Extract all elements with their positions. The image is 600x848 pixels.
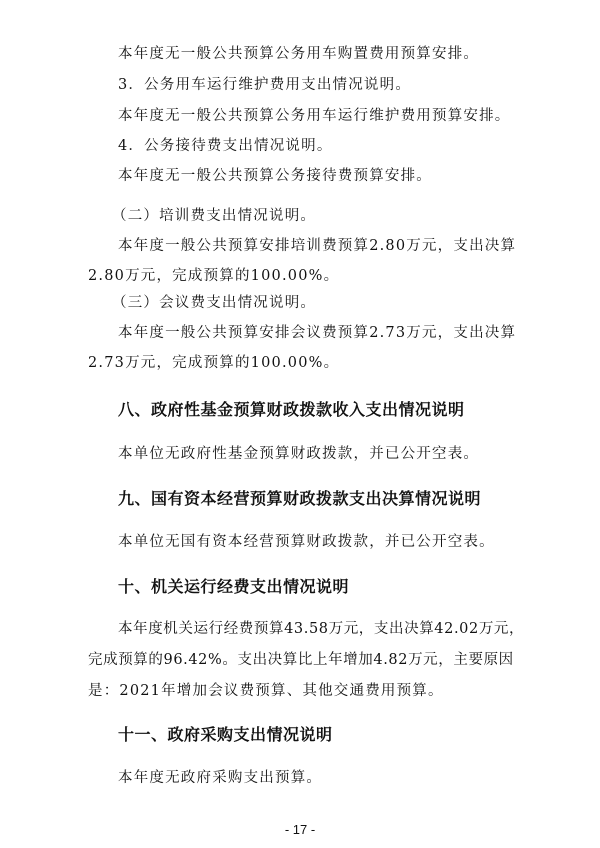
paragraph-line: 完成预算的96.42%。支出决算比上年增加4.82万元，主要原因 [88, 652, 514, 668]
paragraph-line: 本年度一般公共预算安排培训费预算2.80万元，支出决算 [118, 238, 517, 254]
paragraph-line: 本年度无政府采购支出预算。 [118, 770, 323, 786]
subsection-heading: （三）会议费支出情况说明。 [112, 295, 317, 311]
section-heading: 十、机关运行经费支出情况说明 [118, 577, 350, 596]
paragraph-line: 本年度无一般公共预算公务用车购置费用预算安排。 [118, 46, 480, 62]
paragraph-line: 本年度无一般公共预算公务接待费预算安排。 [118, 168, 432, 184]
subsection-heading: 4．公务接待费支出情况说明。 [118, 138, 333, 154]
section-heading: 九、国有资本经营预算财政拨款支出决算情况说明 [118, 489, 482, 508]
paragraph-line: 本单位无政府性基金预算财政拨款，并已公开空表。 [118, 446, 480, 462]
paragraph-line: 本年度一般公共预算安排会议费预算2.73万元，支出决算 [118, 325, 517, 341]
subsection-heading: （二）培训费支出情况说明。 [112, 208, 317, 224]
paragraph-line: 是：2021年增加会议费预算、其他交通费用预算。 [88, 683, 444, 699]
section-heading: 八、政府性基金预算财政拨款收入支出情况说明 [118, 400, 465, 419]
paragraph-line: 本年度机关运行经费预算43.58万元，支出决算42.02万元， [118, 621, 525, 637]
paragraph-line: 本年度无一般公共预算公务用车运行维护费用预算安排。 [118, 108, 511, 124]
paragraph-line: 2.80万元，完成预算的100.00%。 [88, 268, 340, 284]
subsection-heading: 3．公务用车运行维护费用支出情况说明。 [118, 77, 412, 93]
paragraph-line: 本单位无国有资本经营预算财政拨款，并已公开空表。 [118, 534, 495, 550]
page-number: - 17 - [284, 822, 316, 837]
section-heading: 十一、政府采购支出情况说明 [118, 725, 333, 744]
paragraph-line: 2.73万元，完成预算的100.00%。 [88, 355, 340, 371]
